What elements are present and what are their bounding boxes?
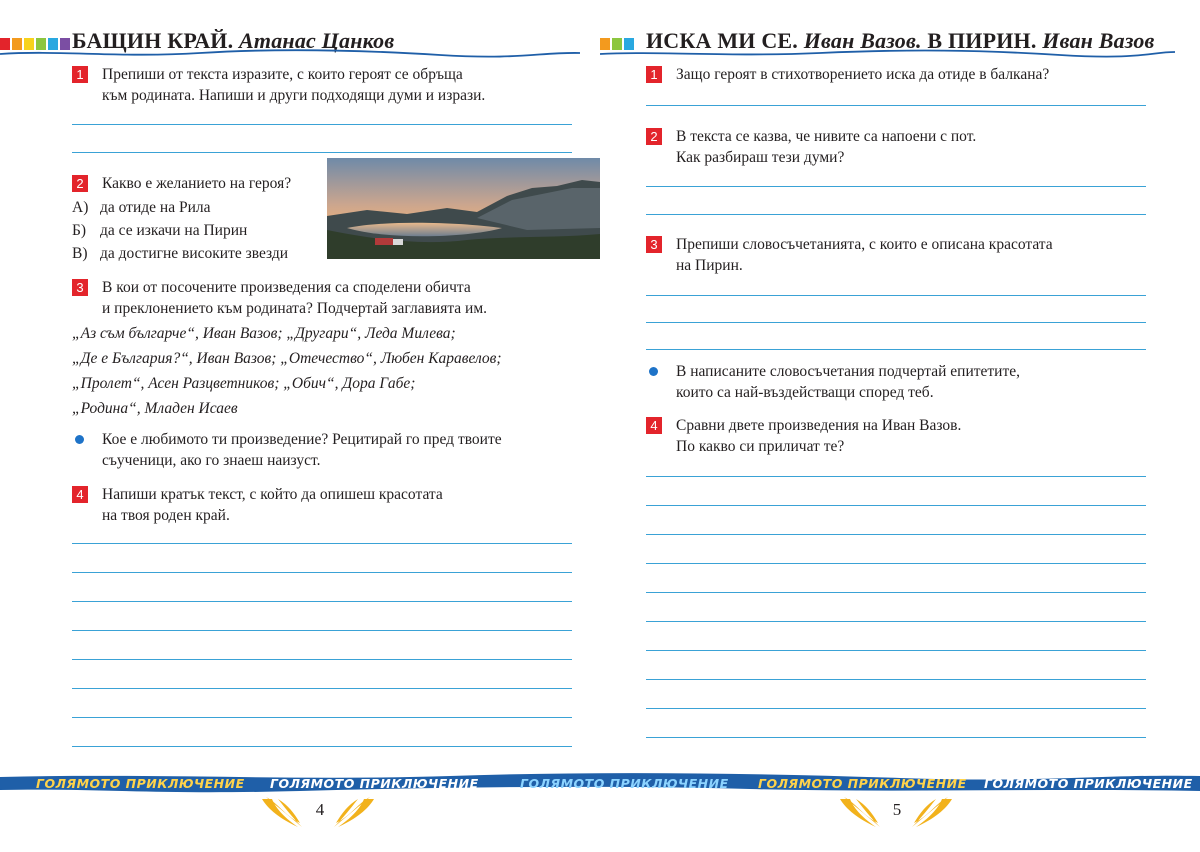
right-question-1: 1 Защо героят в стихотворението иска да отиде в балкана? [646, 64, 1049, 85]
answer-line[interactable] [646, 621, 1146, 622]
answer-line[interactable] [646, 708, 1146, 709]
left-bullet-task: Кое е любимото ти произведение? Рецитирай го пред твоите съученици, ако го знаеш наизуст. [72, 429, 502, 471]
works-list-line: „Де е България?“, Иван Вазов; „Отечество“, Любен Каравелов; [72, 350, 502, 367]
page-number-ornament-icon [258, 793, 378, 838]
series-logo-text: ГОЛЯМОТО ПРИКЛЮЧЕНИЕ [984, 776, 1193, 791]
title-underline-wave [0, 46, 580, 60]
answer-line[interactable] [72, 124, 572, 125]
answer-line[interactable] [646, 322, 1146, 323]
answer-line[interactable] [646, 679, 1146, 680]
right-question-4: 4 Сравни двете произведения на Иван Вазов. По какво си приличат те? [646, 415, 961, 457]
answer-line[interactable] [72, 746, 572, 747]
answer-option-a[interactable]: А) да отиде на Рила [72, 199, 211, 216]
answer-line[interactable] [646, 563, 1146, 564]
answer-line[interactable] [646, 650, 1146, 651]
answer-line[interactable] [72, 152, 572, 153]
answer-line[interactable] [646, 534, 1146, 535]
question-number-badge: 2 [72, 175, 88, 192]
right-question-3: 3 Препиши словосъчетанията, с които е описана красотата на Пирин. [646, 234, 1053, 276]
answer-line[interactable] [646, 476, 1146, 477]
works-list-line: „Аз съм българче“, Иван Вазов; „Другари“, Леда Милева; [72, 325, 456, 342]
series-logo-text: ГОЛЯМОТО ПРИКЛЮЧЕНИЕ [758, 776, 967, 791]
answer-line[interactable] [72, 717, 572, 718]
left-question-1: 1 Препиши от текста изразите, с които героят се обръща към родината. Напиши и други подходящи думи и изрази. [72, 64, 485, 106]
answer-line[interactable] [646, 105, 1146, 106]
answer-line[interactable] [72, 688, 572, 689]
bullet-dot-icon [75, 435, 84, 444]
question-number-badge: 1 [646, 66, 662, 83]
answer-option-b[interactable]: Б) да се изкачи на Пирин [72, 222, 248, 239]
question-number-badge: 2 [646, 128, 662, 145]
answer-line[interactable] [646, 592, 1146, 593]
question-number-badge: 3 [646, 236, 662, 253]
series-logo-text: ГОЛЯМОТО ПРИКЛЮЧЕНИЕ [270, 776, 479, 791]
answer-line[interactable] [72, 543, 572, 544]
question-number-badge: 4 [72, 486, 88, 503]
left-question-2: 2 Какво е желанието на героя? [72, 173, 291, 194]
answer-line[interactable] [646, 214, 1146, 215]
left-question-3: 3 В кои от посочените произведения са споделени обичта и преклонението към родината? Подчертай заглавията им. [72, 277, 487, 319]
answer-line[interactable] [72, 601, 572, 602]
series-logo-text: ГОЛЯМОТО ПРИКЛЮЧЕНИЕ [520, 776, 729, 791]
right-bullet-task: В написаните словосъчетания подчертай епитетите, които са най-въздействащи според теб. [646, 361, 1020, 403]
bullet-dot-icon [649, 367, 658, 376]
answer-line[interactable] [72, 659, 572, 660]
right-question-2: 2 В текста се казва, че нивите са напоени с пот. Как разбираш тези думи? [646, 126, 976, 168]
left-page-title: БАЩИН КРАЙ. Атанас Цанков [72, 28, 395, 53]
mountain-lake-photo [327, 158, 600, 259]
left-question-4: 4 Напиши кратък текст, с който да опишеш красотата на твоя роден край. [72, 484, 443, 526]
page-number: 5 [892, 800, 902, 819]
right-page [600, 0, 1200, 852]
answer-line[interactable] [646, 186, 1146, 187]
page-number-ornament-icon [836, 793, 956, 838]
works-list-line: „Родина“, Младен Исаев [72, 400, 238, 417]
page-number: 4 [315, 800, 325, 819]
series-logo-text: ГОЛЯМОТО ПРИКЛЮЧЕНИЕ [36, 776, 245, 791]
mountain-lake-image [327, 158, 600, 259]
question-number-badge: 4 [646, 417, 662, 434]
answer-line[interactable] [646, 737, 1146, 738]
answer-option-c[interactable]: В) да достигне високите звезди [72, 245, 289, 262]
left-title-bar [0, 22, 580, 58]
answer-line[interactable] [646, 349, 1146, 350]
right-page-title: ИСКА МИ СЕ. Иван Вазов. В ПИРИН. Иван Вазов [646, 28, 1155, 53]
question-number-badge: 3 [72, 279, 88, 296]
answer-line[interactable] [72, 630, 572, 631]
answer-line[interactable] [646, 505, 1146, 506]
answer-line[interactable] [646, 295, 1146, 296]
question-number-badge: 1 [72, 66, 88, 83]
title-underline-wave [600, 46, 1175, 60]
works-list-line: „Пролет“, Асен Разцветников; „Обич“, Дора Габе; [72, 375, 416, 392]
answer-line[interactable] [72, 572, 572, 573]
right-title-bar [600, 22, 1175, 58]
